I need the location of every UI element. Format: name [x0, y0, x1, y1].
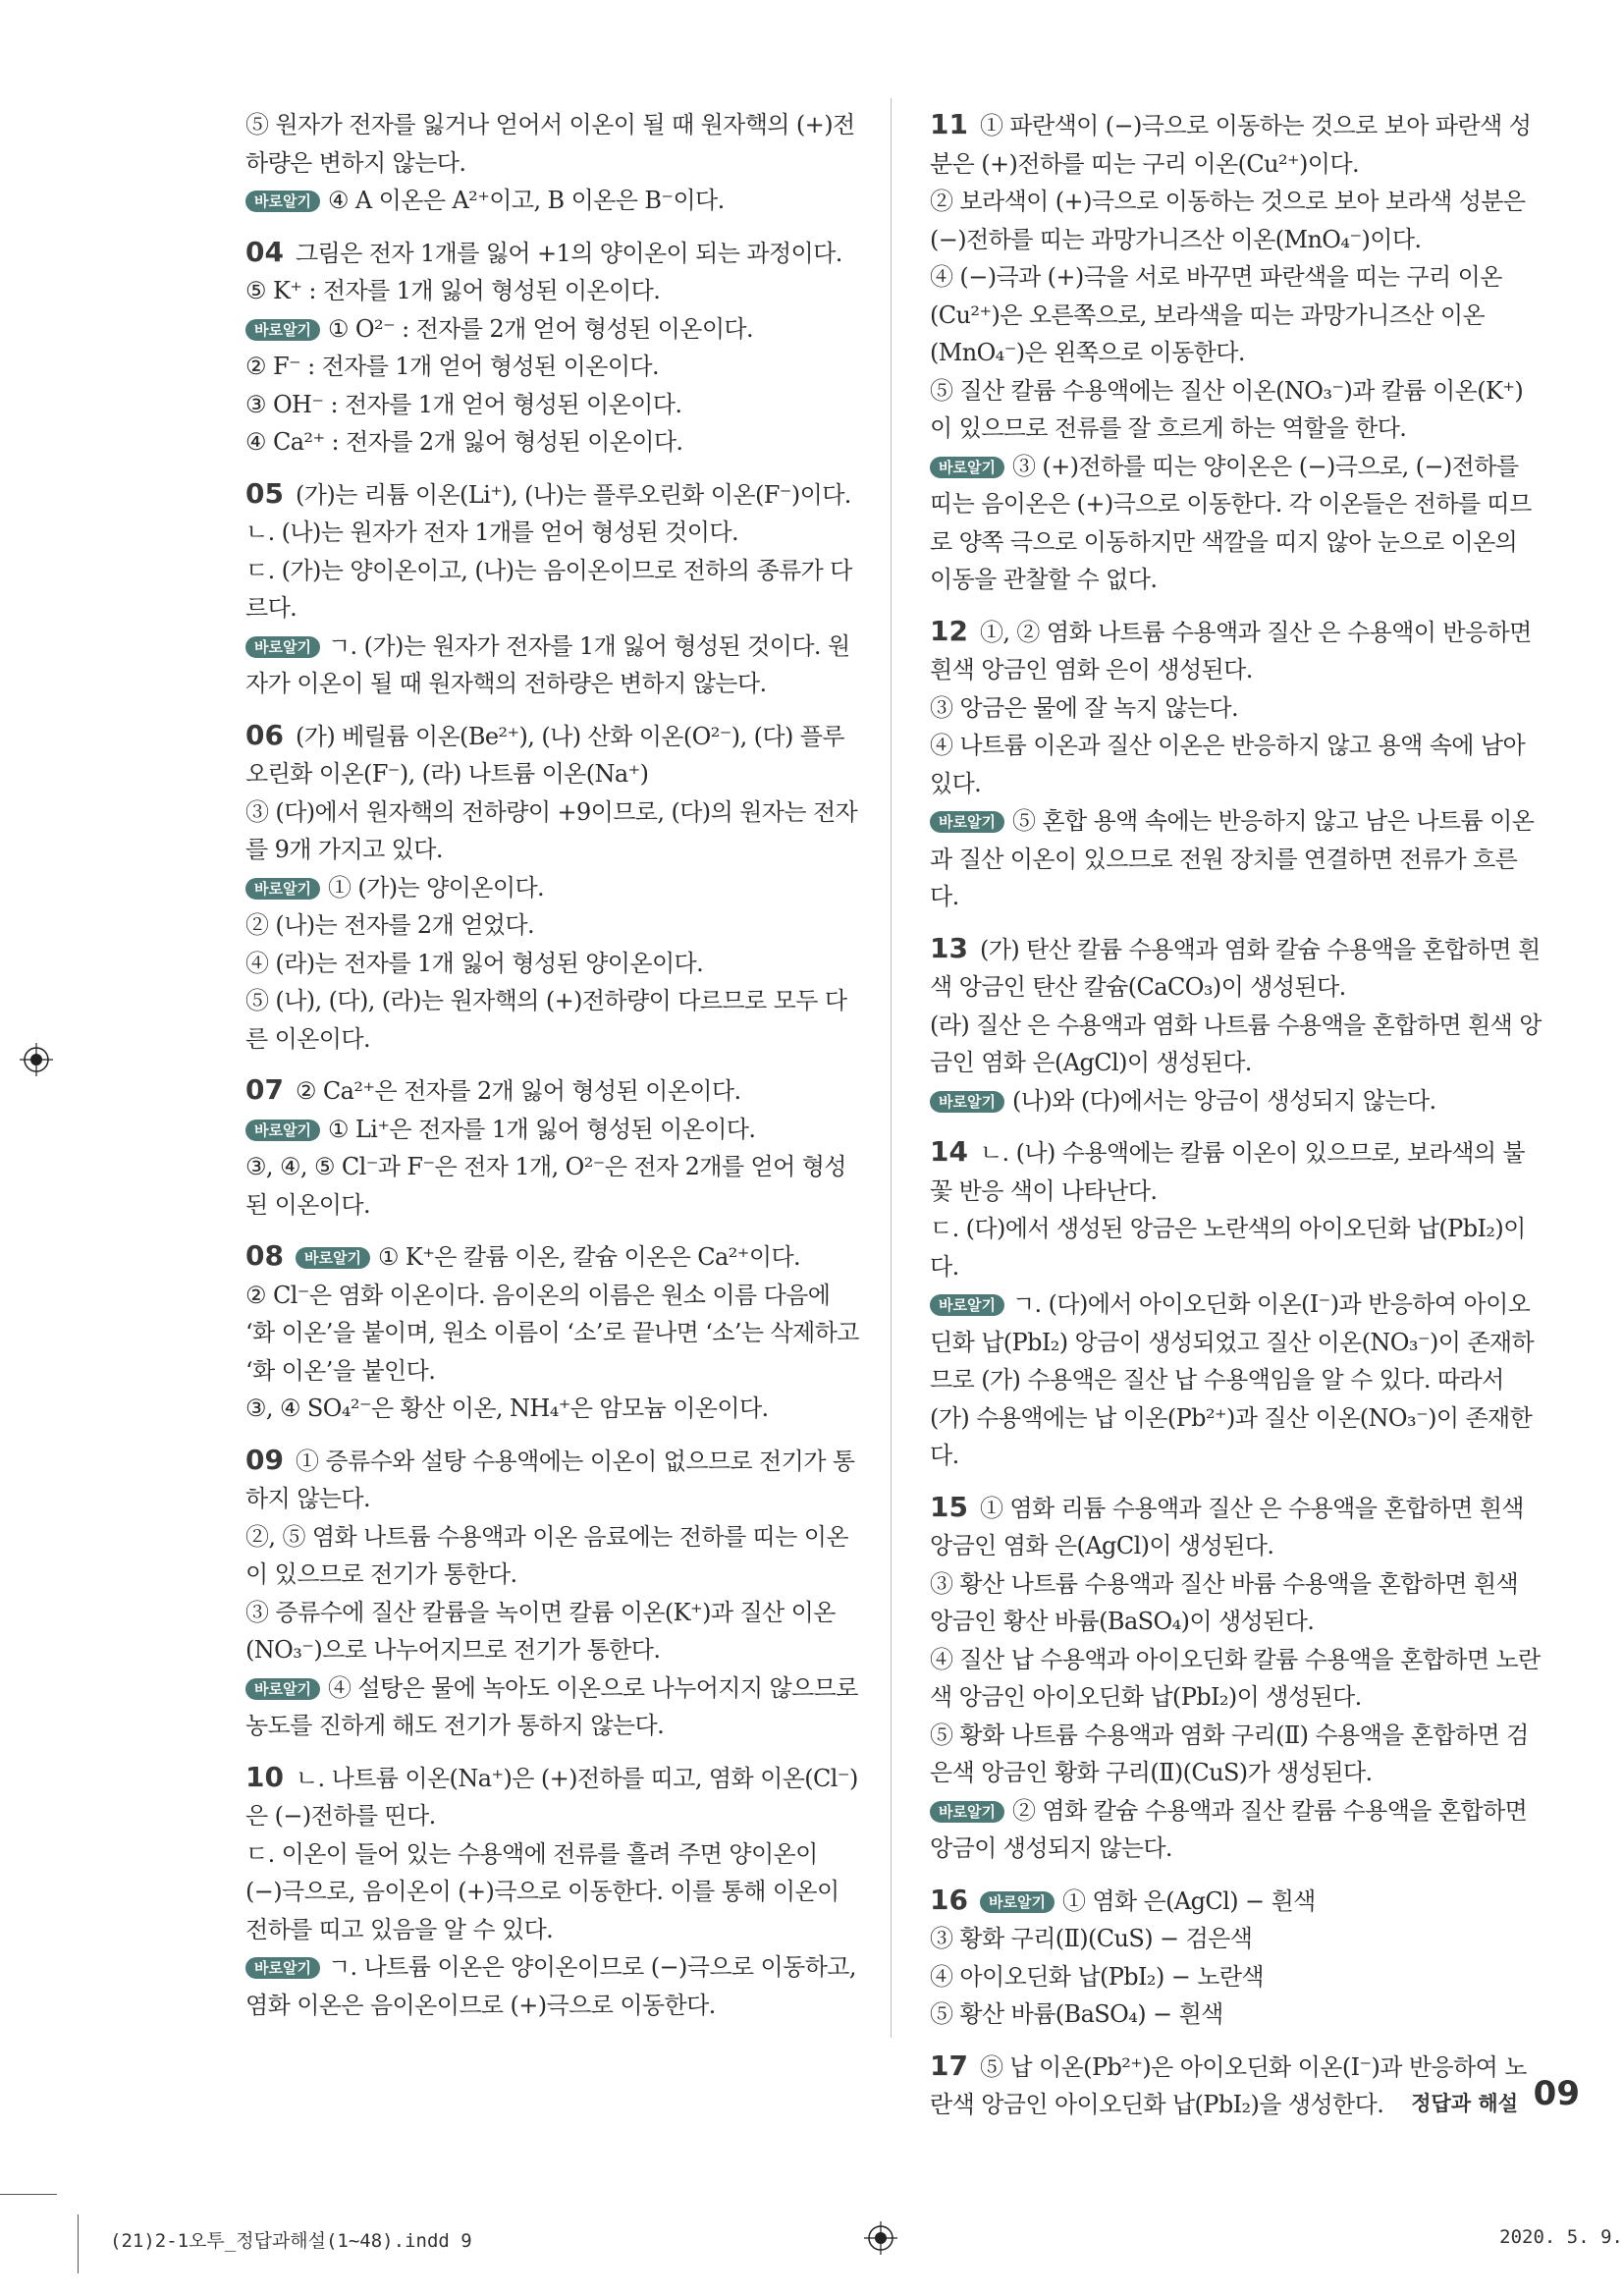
answer-line: [930, 1717, 1543, 1792]
answer-line: [245, 1759, 859, 1835]
question-number: 13: [930, 931, 968, 964]
answer-line: [245, 1835, 859, 1949]
question-number: 11: [930, 108, 968, 140]
answer-line: [930, 1285, 1543, 1475]
answer-line: [930, 613, 1543, 689]
column-divider: [891, 98, 892, 2038]
answer-text: ③ 증류수에 질산 칼륨을 녹이면 칼륨 이온(K⁺)과 질산 이온(NO₃⁻)으로 나누어지므로 전기가 통한다.: [245, 1598, 836, 1664]
answer-item: [245, 717, 859, 1059]
question-number: 12: [930, 614, 968, 647]
answer-line: [930, 258, 1543, 372]
answer-text: ① 염화 리튬 수용액과 질산 은 수용액을 혼합하면 흰색 앙금인 염화 은(AgCl)이 생성된다.: [930, 1494, 1524, 1559]
answer-text: ④ Ca²⁺ : 전자를 2개 잃어 형성된 이온이다.: [245, 428, 683, 456]
answer-line: [930, 1882, 1543, 1921]
answer-line: [245, 1111, 859, 1149]
answer-line: [245, 423, 859, 462]
question-number: 08: [245, 1239, 284, 1272]
answer-line: [930, 448, 1543, 599]
answer-item: [930, 1882, 1543, 2034]
answer-line: [245, 1669, 859, 1745]
answer-text: ① 파란색이 (−)극으로 이동하는 것으로 보아 파란색 성분은 (+)전하를 띠는 구리 이온(Cu²⁺)이다.: [930, 112, 1532, 178]
correction-badge: 바로알기: [245, 1678, 320, 1700]
answer-text: ③, ④, ⑤ Cl⁻과 F⁻은 전자 1개, O²⁻은 전자 2개를 얻어 형성된 이온이다.: [245, 1153, 846, 1219]
answer-text: (가)는 리튬 이온(Li⁺), (나)는 플루오린화 이온(F⁻)이다.: [295, 480, 851, 509]
answer-line: [245, 1518, 859, 1594]
answer-text: ① 증류수와 설탕 수용액에는 이온이 없으므로 전기가 통하지 않는다.: [245, 1447, 855, 1512]
correction-badge: 바로알기: [245, 636, 320, 658]
answer-line: [930, 1792, 1543, 1868]
answer-text: ② F⁻ : 전자를 1개 얻어 형성된 이온이다.: [245, 353, 660, 380]
answer-item: [245, 1071, 859, 1224]
answer-text: ㄱ. 나트륨 이온은 양이온이므로 (−)극으로 이동하고, 염화 이온은 음이온이므로 (+)극으로 이동한다.: [245, 1953, 856, 2019]
answer-line: [245, 272, 859, 310]
answer-text: ② 염화 칼슘 수용액과 질산 칼륨 수용액을 혼합하면 앙금이 생성되지 않는다.: [930, 1796, 1528, 1862]
answer-text: ③ 앙금은 물에 잘 녹지 않는다.: [930, 693, 1238, 722]
answer-line: [245, 1948, 859, 2024]
answer-text: 그림은 전자 1개를 잃어 +1의 양이온이 되는 과정이다.: [295, 239, 842, 267]
correction-badge: 바로알기: [245, 1957, 320, 1979]
answer-line: [245, 182, 859, 220]
answer-text: ① 염화 은(AgCl) − 흰색: [1061, 1886, 1316, 1915]
answer-text: ⑤ 원자가 전자를 잃거나 얻어서 이온이 될 때 원자핵의 (+)전하량은 변하지 않는다.: [245, 111, 855, 177]
answer-line: [930, 1489, 1543, 1565]
answer-line: [930, 727, 1543, 802]
answer-text: ⑤ (나), (다), (라)는 원자핵의 (+)전하량이 다르므로 모두 다른 이온이다.: [245, 987, 847, 1053]
answer-text: ⑤ 황산 바륨(BaSO₄) − 흰색: [930, 2000, 1223, 2028]
answer-text: (가) 베릴륨 이온(Be²⁺), (나) 산화 이온(O²⁻), (다) 플루오린화 이온(F⁻), (라) 나트륨 이온(Na⁺): [245, 722, 844, 788]
answer-text: ③ (다)에서 원자핵의 전하량이 +9이므로, (다)의 원자는 전자를 9개 가지고 있다.: [245, 797, 858, 863]
answer-text: ㄴ. (나) 수용액에는 칼륨 이온이 있으므로, 보라색의 불꽃 반응 색이 나타난다.: [930, 1139, 1526, 1205]
question-number: 14: [930, 1135, 968, 1168]
correction-badge: 바로알기: [930, 811, 1004, 833]
correction-badge: 바로알기: [930, 457, 1004, 478]
answer-text: ㄷ. (다)에서 생성된 앙금은 노란색의 아이오딘화 납(PbI₂)이다.: [930, 1215, 1526, 1281]
answer-text: ⑤ K⁺ : 전자를 1개 잃어 형성된 이온이다.: [245, 277, 661, 304]
answer-text: ㄷ. (가)는 양이온이고, (나)는 음이온이므로 전하의 종류가 다르다.: [245, 556, 852, 622]
correction-badge: 바로알기: [245, 191, 320, 212]
correction-badge: 바로알기: [245, 1120, 320, 1141]
question-number: 04: [245, 235, 284, 268]
answer-line: [930, 1082, 1543, 1121]
question-number: 15: [930, 1490, 968, 1523]
answer-line: [930, 183, 1543, 258]
answer-item: [245, 1759, 859, 2025]
answer-text: ④ 나트륨 이온과 질산 이온은 반응하지 않고 용액 속에 남아 있다.: [930, 732, 1526, 797]
correction-badge: 바로알기: [296, 1247, 370, 1269]
question-number: 05: [245, 476, 284, 510]
answer-line: [245, 628, 859, 703]
answer-item: [930, 930, 1543, 1121]
answer-text: ④ A 이온은 A²⁺이고, B 이온은 B⁻이다.: [327, 187, 725, 214]
answer-text: ㄴ. 나트륨 이온(Na⁺)은 (+)전하를 띠고, 염화 이온(Cl⁻)은 (−)전하를 띤다.: [245, 1764, 858, 1830]
answer-text: ③ 황산 나트륨 수용액과 질산 바륨 수용액을 혼합하면 흰색 앙금인 황산 바륨(BaSO₄)이 생성된다.: [930, 1569, 1519, 1635]
answer-text: ⑤ 혼합 용액 속에는 반응하지 않고 남은 나트륨 이온과 질산 이온이 있으므로 전원 장치를 연결하면 전류가 흐른다.: [930, 807, 1535, 910]
registration-mark-icon: [20, 1043, 53, 1076]
question-number: 16: [930, 1883, 968, 1916]
answer-item: [245, 1442, 859, 1745]
answer-text: ① O²⁻ : 전자를 2개 얻어 형성된 이온이다.: [327, 314, 754, 343]
answer-text: ① (가)는 양이온이다.: [327, 873, 545, 902]
answer-line: [930, 1565, 1543, 1641]
answer-line: [245, 310, 859, 349]
answer-text: ㄱ. (가)는 원자가 전자를 1개 잃어 형성된 것이다. 원자가 이온이 될 때 원자핵의 전하량은 변하지 않는다.: [245, 631, 850, 697]
registration-mark-icon: [864, 2221, 897, 2255]
answer-item: [930, 1133, 1543, 1475]
answer-text: ⑤ 황화 나트륨 수용액과 염화 구리(Ⅱ) 수용액을 혼합하면 검은색 앙금인 황화 구리(Ⅱ)(CuS)가 생성된다.: [930, 1721, 1529, 1786]
answer-text: ② (나)는 전자를 2개 얻었다.: [245, 911, 534, 939]
answer-line: [930, 802, 1543, 916]
answer-text: ③ OH⁻ : 전자를 1개 얻어 형성된 이온이다.: [245, 390, 682, 418]
answer-line: [930, 1920, 1543, 1958]
answer-item: [245, 106, 859, 220]
answer-text: ② Cl⁻은 염화 이온이다. 음이온의 이름은 원소 이름 다음에 ‘화 이온’을 붙이며, 원소 이름이 ‘소’로 끝나면 ‘소’는 삭제하고 ‘화 이온’을 붙인다.: [245, 1281, 859, 1385]
page-number: 09: [1533, 2074, 1580, 2113]
question-number: 10: [245, 1760, 284, 1793]
answer-line: [245, 906, 859, 945]
answer-line: [245, 1277, 859, 1391]
answer-text: ㄷ. 이온이 들어 있는 수용액에 전류를 흘려 주면 양이온이 (−)극으로, 음이온이 (+)극으로 이동한다. 이를 통해 이온이 전하를 띠고 있음을 알 수 있다.: [245, 1839, 839, 1943]
answer-line: [245, 1148, 859, 1224]
answer-line: [245, 234, 859, 273]
answer-line: [930, 1210, 1543, 1285]
answer-line: [245, 945, 859, 983]
correction-badge: 바로알기: [245, 319, 320, 341]
correction-badge: 바로알기: [245, 878, 320, 900]
answer-text: ⑤ 납 이온(Pb²⁺)은 아이오딘화 이온(I⁻)과 반응하여 노란색 앙금인 아이오딘화 납(PbI₂)을 생성한다.: [930, 2052, 1527, 2118]
answer-text: ② 보라색이 (+)극으로 이동하는 것으로 보아 보라색 성분은 (−)전하를 띠는 과망가니즈산 이온(MnO₄⁻)이다.: [930, 188, 1526, 253]
answer-line: [245, 1071, 859, 1111]
answer-line: [245, 475, 859, 515]
answer-text: ④ (−)극과 (+)극을 서로 바꾸면 파란색을 띠는 구리 이온(Cu²⁺)은 오른쪽으로, 보라색을 띠는 과망가니즈산 이온(MnO₄⁻)은 왼쪽으로 이동한다.: [930, 263, 1502, 366]
answer-text: ㄱ. (다)에서 아이오딘화 이온(I⁻)과 반응하여 아이오딘화 납(PbI₂) 앙금이 생성되었고 질산 이온(NO₃⁻)이 존재하므로 (가) 수용액은 질산 납 수용액임을 알 수 있다. 따라서 (가) 수용액에는 납 이온(Pb²⁺)과 질산 이온(NO₃⁻)이 존재한다.: [930, 1290, 1535, 1469]
question-number: 07: [245, 1073, 284, 1106]
answer-text: ② Ca²⁺은 전자를 2개 잃어 형성된 이온이다.: [295, 1077, 741, 1105]
answer-text: ④ 설탕은 물에 녹아도 이온으로 나누어지지 않으므로 농도를 진하게 해도 전기가 통하지 않는다.: [245, 1673, 858, 1739]
answer-line: [245, 552, 859, 628]
answer-line: [245, 1442, 859, 1518]
answer-line: [245, 348, 859, 386]
answer-line: [245, 514, 859, 552]
right-column: [930, 106, 1543, 2138]
answer-line: [930, 106, 1543, 183]
answer-text: ㄴ. (나)는 원자가 전자 1개를 얻어 형성된 것이다.: [245, 519, 738, 546]
footer-label: 정답과 해설: [1411, 2092, 1518, 2115]
answer-text: ④ 아이오딘화 납(PbI₂) − 노란색: [930, 1962, 1265, 1991]
answer-text: ④ 질산 납 수용액과 아이오딘화 칼륨 수용액을 혼합하면 노란색 앙금인 아이오딘화 납(PbI₂)이 생성된다.: [930, 1645, 1541, 1711]
answer-line: [930, 689, 1543, 728]
answer-item: [930, 106, 1543, 599]
answer-text: ②, ⑤ 염화 나트륨 수용액과 이온 음료에는 전하를 띠는 이온이 있으므로 전기가 통한다.: [245, 1522, 848, 1588]
answer-line: [245, 1237, 859, 1277]
answer-text: ③ (+)전하를 띠는 양이온은 (−)극으로, (−)전하를 띠는 음이온은 (+)극으로 이동한다. 각 이온들은 전하를 띠므로 양쪽 극으로 이동하지만 색깔을 띠지 않아 눈으로 이온의 이동을 관찰할 수 없다.: [930, 452, 1532, 593]
answer-text: (라) 질산 은 수용액과 염화 나트륨 수용액을 혼합하면 흰색 앙금인 염화 은(AgCl)이 생성된다.: [930, 1011, 1542, 1076]
answer-item: [245, 475, 859, 703]
answer-text: ①, ② 염화 나트륨 수용액과 질산 은 수용액이 반응하면 흰색 앙금인 염화 은이 생성된다.: [930, 618, 1532, 683]
crop-mark: [0, 2194, 57, 2195]
crop-mark: [78, 2214, 79, 2273]
correction-badge: 바로알기: [980, 1891, 1055, 1913]
answer-text: ③ 황화 구리(Ⅱ)(CuS) − 검은색: [930, 1925, 1253, 1952]
answer-line: [245, 106, 859, 182]
answer-item: [245, 234, 859, 462]
question-number: 09: [245, 1443, 284, 1476]
question-number: 17: [930, 2049, 968, 2082]
question-number: 06: [245, 718, 284, 751]
answer-line: [930, 1133, 1543, 1210]
answer-text: (나)와 (다)에서는 앙금이 생성되지 않는다.: [1011, 1086, 1436, 1115]
answer-line: [245, 982, 859, 1058]
answer-item: [245, 1237, 859, 1428]
answer-line: [930, 372, 1543, 448]
answer-text: (가) 탄산 칼륨 수용액과 염화 칼슘 수용액을 혼합하면 흰색 앙금인 탄산 칼슘(CaCO₃)이 생성된다.: [930, 935, 1541, 1001]
answer-line: [245, 869, 859, 907]
answer-line: [930, 930, 1543, 1007]
answer-text: ① Li⁺은 전자를 1개 잃어 형성된 이온이다.: [327, 1115, 756, 1143]
answer-line: [930, 1641, 1543, 1717]
answer-text: ① K⁺은 칼륨 이온, 칼슘 이온은 Ca²⁺이다.: [377, 1243, 801, 1271]
answer-item: [930, 613, 1543, 916]
answer-line: [930, 1995, 1543, 2034]
left-column: [245, 106, 859, 2038]
answer-line: [930, 1007, 1543, 1082]
slug-file-info: (21)2-1오투_정답과해설(1~48).indd 9: [110, 2230, 472, 2252]
answer-text: ④ (라)는 전자를 1개 잃어 형성된 양이온이다.: [245, 949, 704, 977]
answer-text: ③, ④ SO₄²⁻은 황산 이온, NH₄⁺은 암모늄 이온이다.: [245, 1394, 769, 1422]
answer-line: [245, 1390, 859, 1428]
slug-date: 2020. 5. 9.: [1499, 2226, 1623, 2248]
answer-line: [245, 1594, 859, 1669]
answer-text: ⑤ 질산 칼륨 수용액에는 질산 이온(NO₃⁻)과 칼륨 이온(K⁺)이 있으므로 전류를 잘 흐르게 하는 역할을 한다.: [930, 376, 1524, 442]
answer-item: [930, 1489, 1543, 1868]
answer-line: [245, 386, 859, 424]
answer-line: [245, 717, 859, 793]
correction-badge: 바로알기: [930, 1801, 1004, 1823]
correction-badge: 바로알기: [930, 1294, 1004, 1316]
answer-line: [930, 1958, 1543, 1996]
answer-line: [245, 793, 859, 869]
correction-badge: 바로알기: [930, 1091, 1004, 1113]
